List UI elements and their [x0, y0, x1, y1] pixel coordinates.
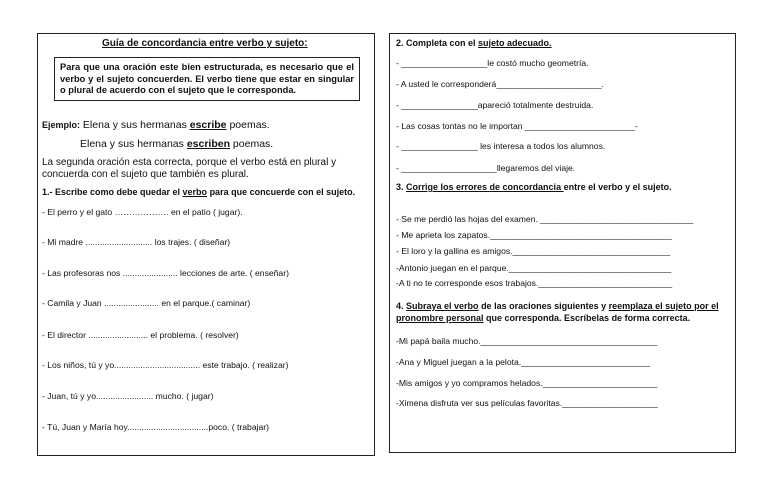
section-4-underlined-2: reemplaza el sujeto por el [608, 301, 719, 311]
section-4-underlined-1: Subraya el verbo [406, 301, 479, 311]
section-2-pre: 2. Completa con el [396, 38, 479, 48]
example-line-1 [42, 119, 270, 131]
section-4-heading-line-1 [396, 301, 719, 311]
section-4-underlined-3: pronombre personal [396, 313, 484, 323]
section-1-verb: verbo [182, 187, 208, 197]
section-2-heading [396, 38, 552, 48]
explanation-paragraph: La segunda oración esta correcta, porque el verbo está en plural y concuerda con el sujeto que también es plural. [42, 157, 337, 180]
section-3-underlined: Corrige los errores de concordancia [406, 182, 564, 192]
exercise-3-item: -A ti no te corresponde esos trabajos.____________________________ [396, 278, 673, 288]
exercise-4-item: -Ximena disfruta ver sus películas favoritas.____________________ [396, 398, 658, 408]
example-2-subject: Elena y sus hermanas [80, 138, 187, 150]
right-worksheet-panel [389, 33, 736, 453]
exercise-1-item: - Camila y Juan ....................... en el parque.( caminar) [42, 298, 251, 308]
exercise-3-item: - Se me perdió las hojas del examen. ________________________________ [396, 214, 694, 224]
exercise-4-item: -Mi papá baila mucho._____________________________________ [396, 336, 658, 346]
section-4-post: que corresponda. Escríbelas de forma correcta. [483, 313, 691, 323]
example-1-object: poemas. [226, 119, 270, 131]
example-label: Ejemplo: [42, 120, 81, 130]
example-line-2 [80, 138, 273, 150]
example-1-subject: Elena y sus hermanas [80, 119, 190, 131]
example-2-object: poemas. [230, 138, 274, 150]
exercise-1-item: - El perro y el gato ………………. en el patio ( jugar). [42, 207, 243, 217]
section-4-heading-line-2 [396, 313, 690, 323]
exercise-1-item: - Tú, Juan y María hoy..................................poco. ( trabajar) [42, 422, 270, 432]
section-1-pre: 1.- Escribe como debe quedar el [42, 187, 183, 197]
exercise-1-item: - Mi madre ............................ los trajes. ( diseñar) [42, 237, 231, 247]
section-3-heading [396, 182, 672, 192]
exercise-3-item: - El loro y la gallina es amigos._________________________________ [396, 246, 671, 256]
exercise-2-item: - ____________________llegaremos del viaje. [396, 163, 576, 173]
section-3-post: entre el verbo y el sujeto. [563, 182, 672, 192]
example-1-verb: escribe [189, 119, 227, 131]
exercise-2-item: - ________________ les interesa a todos los alumnos. [396, 141, 606, 151]
section-4-number: 4. [396, 301, 407, 311]
exercise-3-item: -Antonio juegan en el parque.__________________________________ [396, 263, 672, 273]
worksheet-title: Guía de concordancia entre verbo y sujeto: [102, 38, 308, 49]
exercise-1-item: - Las profesoras nos ....................... lecciones de arte. ( enseñar) [42, 268, 289, 278]
exercise-1-item: - El director ......................... el problema. ( resolver) [42, 330, 239, 340]
exercise-1-item: - Juan, tú y yo........................ mucho. ( jugar) [42, 391, 214, 401]
exercise-2-item: - Las cosas tontas no le importan _______________________- [396, 121, 638, 131]
exercise-4-item: -Ana y Miguel juegan a la pelota.___________________________ [396, 357, 651, 367]
section-1-heading [42, 187, 355, 197]
exercise-4-item: -Mis amigos y yo compramos helados.________________________ [396, 378, 658, 388]
left-worksheet-panel [37, 33, 375, 456]
section-2-underlined: sujeto adecuado. [478, 38, 552, 48]
section-4-mid: de las oraciones siguientes y [478, 301, 609, 311]
exercise-2-item: - A usted le corresponderá______________________. [396, 79, 604, 89]
example-2-verb: escriben [186, 138, 231, 150]
exercise-1-item: - Los niños, tú y yo.................................... este trabajo. ( realizar) [42, 360, 289, 370]
exercise-3-item: - Me aprieta los zapatos.______________________________________ [396, 230, 672, 240]
section-1-post: para que concuerde con el sujeto. [207, 187, 356, 197]
exercise-2-item: - __________________le costó mucho geometría. [396, 58, 589, 68]
exercise-2-item: - ________________apareció totalmente destruida. [396, 100, 594, 110]
section-3-number: 3. [396, 182, 407, 192]
intro-box: Para que una oración este bien estructurada, es necesario que el verbo y el sujeto concuerden. El verbo tiene que estar en singular o plural de acuerdo con el sujeto que le corresponda. [54, 57, 360, 101]
